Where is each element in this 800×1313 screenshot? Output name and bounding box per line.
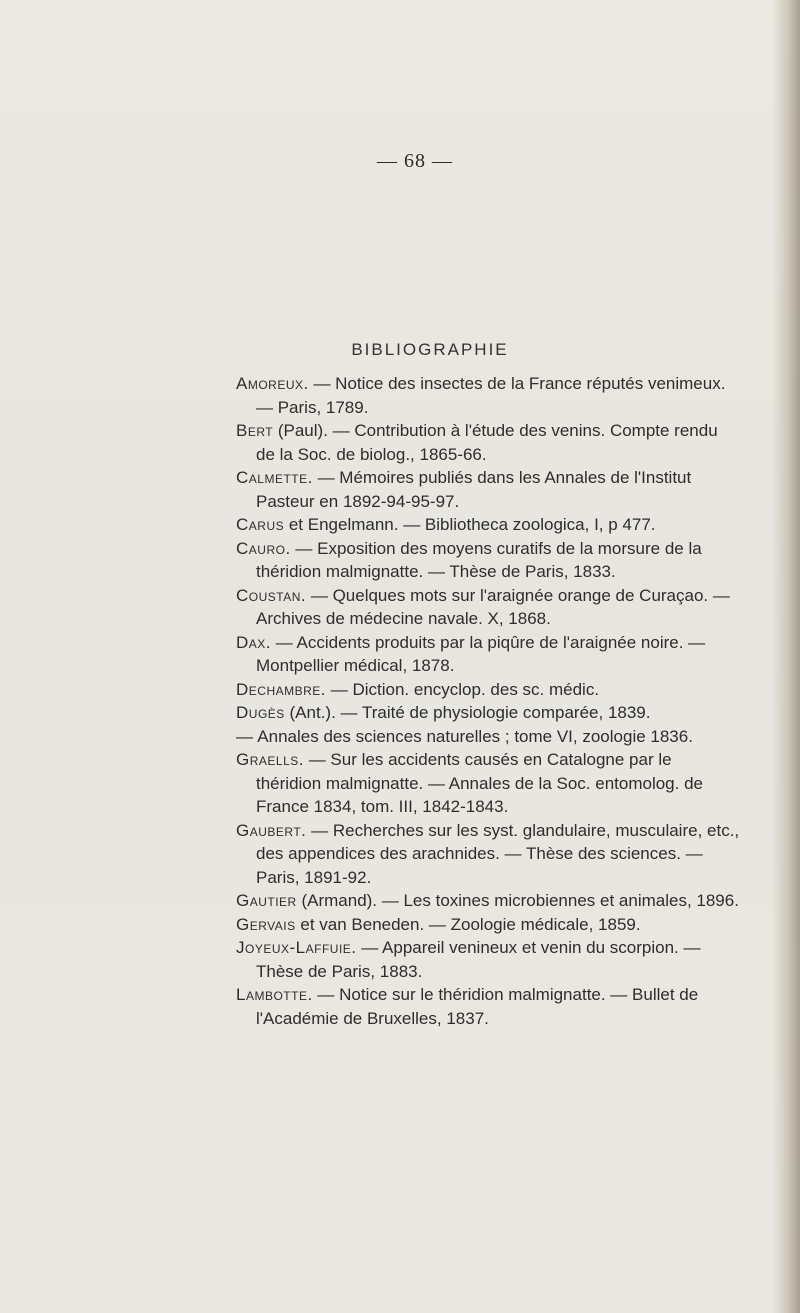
entry-text: et van Beneden. — Zoologie médicale, 1859. — [295, 914, 641, 934]
entry-author: Gervais — [236, 914, 296, 934]
bibliography-entry — [236, 678, 741, 702]
bibliography-entry — [236, 584, 741, 631]
entry-author: Gautier — [236, 891, 297, 910]
entry-text: — Quelques mots sur l'araignée orange de Curaçao. — Archives de médecine navale. X, 1868. — [256, 585, 730, 628]
bibliography-entry — [236, 419, 741, 466]
entry-author: Coustan. — [236, 585, 307, 605]
entry-author: Dechambre. — [236, 679, 327, 699]
entry-author: Gaubert. — [236, 820, 307, 840]
bibliography-entry — [236, 513, 741, 537]
entry-text: Annales des sciences naturelles ; tome VI, zoologie 1836. — [253, 726, 693, 746]
section-title: BIBLIOGRAPHIE — [351, 340, 509, 359]
bibliography-entry — [236, 701, 741, 725]
bibliography-entry — [236, 537, 741, 584]
entry-text: — Sur les accidents causés en Catalogne par le théridion malmignatte. — Annales de la Soc. entomolog. de France 1834, tom. III, 1842-1843. — [256, 750, 703, 816]
bibliography-entry — [236, 889, 741, 913]
entry-author: — — [236, 726, 254, 746]
entry-text: — Accidents produits par la piqûre de l'araignée noire. — Montpellier médical, 1878. — [256, 632, 706, 675]
entry-text: — Notice des insectes de la France réputés venimeux. — Paris, 1789. — [256, 374, 726, 417]
entry-text: — Mémoires publiés dans les Annales de l'Institut Pasteur en 1892-94-95-97. — [256, 468, 692, 511]
entry-author: Calmette. — [236, 468, 313, 487]
bibliography-entry — [236, 983, 741, 1030]
bibliography-entry — [236, 819, 741, 890]
entry-text: — Notice sur le théridion malmignatte. — Bullet de l'Académie de Bruxelles, 1837. — [256, 985, 699, 1028]
entry-author: Lambotte. — [236, 985, 313, 1004]
page-number: — 68 — — [377, 150, 453, 172]
entry-author: Dax. — [236, 632, 272, 652]
entry-text: et Engelmann. — Bibliotheca zoologica, I, p 477. — [284, 515, 656, 534]
entry-text: (Paul). — Contribution à l'étude des venins. Compte rendu de la Soc. de biolog., 1865-66. — [256, 421, 718, 464]
entry-author: Amoreux. — [236, 374, 309, 393]
entry-author: Carus — [236, 515, 285, 534]
entry-text: (Armand). — Les toxines microbiennes et animales, 1896. — [296, 891, 739, 910]
bibliography-entry — [236, 372, 741, 419]
bibliography-entry — [236, 936, 741, 983]
entry-text: — Appareil venineux et venin du scorpion. — Thèse de Paris, 1883. — [256, 938, 701, 981]
entry-text: — Exposition des moyens curatifs de la morsure de la théridion malmignatte. — Thèse de Paris, 1833. — [256, 538, 702, 581]
entry-author: Bert — [236, 421, 274, 440]
bibliography-entry — [236, 466, 741, 513]
page-edge-shadow — [772, 0, 800, 1313]
bibliography-entry — [236, 913, 741, 937]
bibliography-entry — [236, 631, 741, 678]
entry-author: Dugès — [236, 703, 285, 722]
entry-author: Cauro. — [236, 538, 291, 558]
entry-text: — Recherches sur les syst. glandulaire, musculaire, etc., des appendices des arachnides. — Thèse des sciences. — Paris, 1891-92. — [256, 820, 740, 887]
entry-text: (Ant.). — Traité de physiologie comparée, 1839. — [284, 703, 651, 722]
entry-text: — Diction. encyclop. des sc. médic. — [326, 679, 600, 699]
bibliography-list — [236, 372, 741, 1030]
entry-author: Joyeux-Laffuie. — [236, 938, 357, 957]
bibliography-entry — [236, 725, 741, 749]
bibliography-entry — [236, 748, 741, 819]
entry-author: Graells. — [236, 750, 304, 769]
